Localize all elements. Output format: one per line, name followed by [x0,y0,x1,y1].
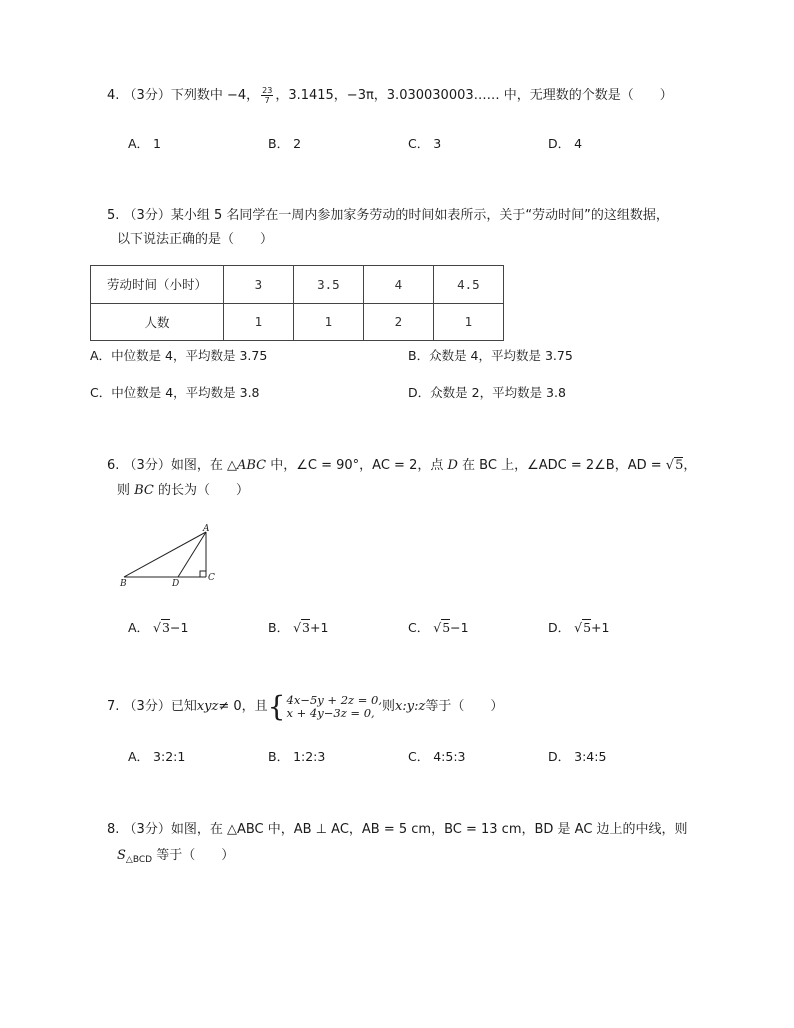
stem-text: 某小组 5 名同学在一周内参加家务劳动的时间如表所示，关于“劳动时间”的这组数据， [170,208,669,223]
question-8-stem-line2: $S_{\triangle BCD}$ 等于（ ） [117,848,235,865]
stem-text: 下列数中 −4， [170,88,260,103]
table-cell: 1 [433,303,503,341]
fraction: $\frac{23}{7}$ [262,86,273,105]
q6-option-b[interactable]: B． √3+1 [268,620,329,635]
question-6-stem-line1: 6. （3分）如图，在 △ABC 中，∠C = 90°，AC = 2，点 D 在 BC 上，∠ADC = 2∠B，AD = √5， [107,458,697,473]
q5-option-b[interactable]: B．众数是 4，平均数是 3.75 [408,348,573,363]
question-score: （3分） [123,458,171,473]
equation-system: { 4x−5y + 2z = 0, x + 4y−3z = 0, [267,690,382,723]
q4-option-b[interactable]: B． 2 [268,136,302,151]
table-header-cell: 劳动时间（小时） [91,266,224,304]
q5-option-c[interactable]: C．中位数是 4，平均数是 3.8 [90,385,260,400]
segment-ad [178,532,206,577]
q4-option-a[interactable]: A． 1 [128,136,161,151]
table-row [91,303,504,341]
question-number: 4. [107,88,120,103]
labor-time-table [90,265,504,341]
question-score: （3分） [123,699,171,714]
stem-text: ，3.1415，−3π，3.030030003…… 中，无理数的个数是（ ） [275,88,673,103]
table-header-cell: 人数 [91,303,224,341]
question-4-stem [107,86,673,106]
vertex-label-b: B [120,579,127,588]
q5-option-a[interactable]: A．中位数是 4，平均数是 3.75 [90,348,268,363]
question-5-stem-line1 [107,206,669,226]
table-cell: 3 [224,266,294,304]
table-cell: 3.5 [293,266,363,304]
question-6-stem-line2: 则 BC 的长为（ ） [117,483,250,498]
triangle-figure [116,522,226,588]
q6-option-d[interactable]: D． √5+1 [548,620,610,635]
table-cell: 1 [224,303,294,341]
question-8-stem-line1: 8. （3分）如图，在 △ABC 中，AB ⊥ AC，AB = 5 cm，BC = 13 cm，BD 是 AC 边上的中线，则 [107,822,688,837]
sqrt-expression: √5 [665,458,684,473]
vertex-label-d: D [172,579,180,588]
table-cell: 4 [363,266,433,304]
equation-1: 4x−5y + 2z = 0, [286,693,382,707]
question-7-stem: 7. （3分） 已知 xyz ≠ 0，且 { 4x−5y + 2z = 0, x + 4y−3z = 0, 则 x:y:z 等于（ ） [107,690,504,723]
q7-option-a[interactable]: A． 3:2:1 [128,749,186,764]
question-score: （3分） [123,88,171,103]
question-number: 8. [107,822,120,837]
table-cell: 4.5 [433,266,503,304]
vertex-label-c: C [208,573,215,583]
q7-option-c[interactable]: C． 4:5:3 [408,749,466,764]
question-score: （3分） [123,208,171,223]
question-number: 7. [107,699,120,714]
question-5-stem-line2: 以下说法正确的是（ ） [117,232,274,247]
table-row [91,266,504,304]
question-score: （3分） [123,822,171,837]
equation-2: x + 4y−3z = 0, [286,706,375,720]
side-ab [124,532,206,577]
vertex-label-a: A [203,524,210,534]
q6-option-a[interactable]: A． √3−1 [128,620,189,635]
table-cell: 2 [363,303,433,341]
question-number: 6. [107,458,120,473]
question-number: 5. [107,208,120,223]
q7-option-d[interactable]: D． 3:4:5 [548,749,607,764]
right-angle-mark [200,571,206,577]
q6-option-c[interactable]: C． √5−1 [408,620,469,635]
table-cell: 1 [293,303,363,341]
q5-option-d[interactable]: D．众数是 2，平均数是 3.8 [408,385,566,400]
q4-option-c[interactable]: C． 3 [408,136,442,151]
q7-option-b[interactable]: B． 1:2:3 [268,749,326,764]
q4-option-d[interactable]: D． 4 [548,136,583,151]
